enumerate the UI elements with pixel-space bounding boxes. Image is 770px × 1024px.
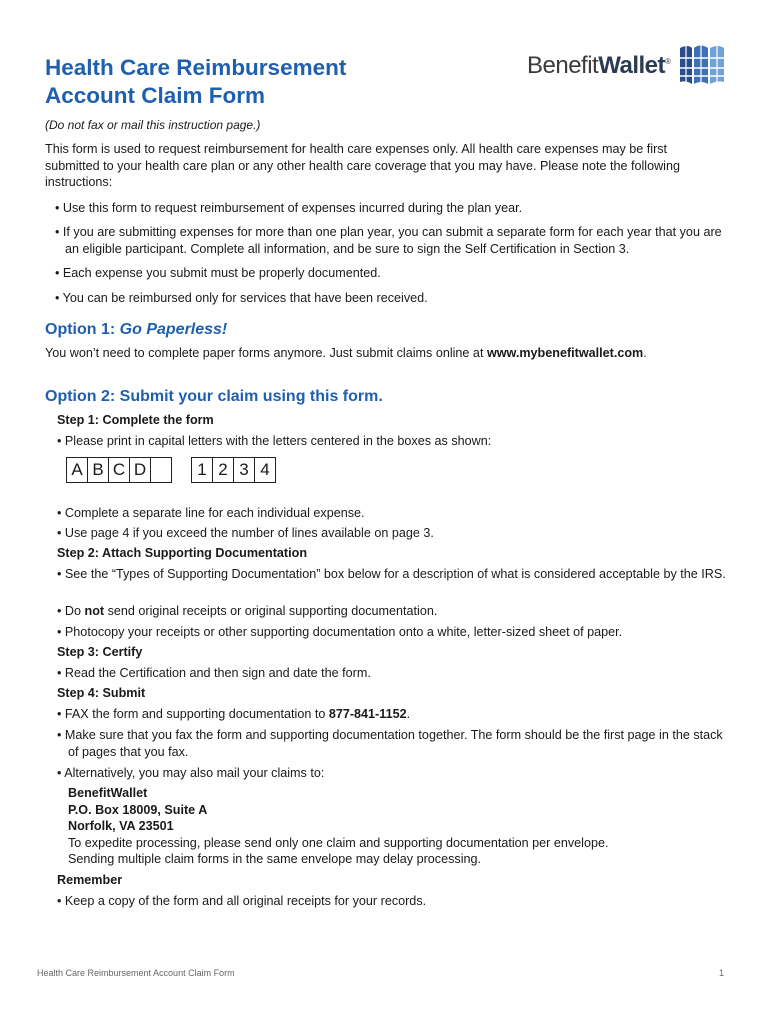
example-letter-box: B bbox=[87, 457, 109, 483]
footer-text: Health Care Reimbursement Account Claim Form bbox=[37, 968, 235, 978]
instruction-item: • Use this form to request reimbursement of expenses incurred during the plan year. bbox=[55, 201, 523, 215]
example-digit-box: 1 bbox=[191, 457, 213, 483]
step2-title: Step 2: Attach Supporting Documentation bbox=[57, 546, 308, 560]
mail-note: Sending multiple claim forms in the same envelope may delay processing. bbox=[68, 852, 481, 866]
benefitwallet-logo bbox=[527, 44, 726, 88]
example-boxes bbox=[67, 457, 276, 483]
step4-bullet: • Make sure that you fax the form and supporting documentation together. The form should be the first page in the stack of pages that you fax. bbox=[57, 728, 723, 759]
title-line-1: Health Care Reimbursement bbox=[45, 55, 347, 80]
example-letter-box: C bbox=[108, 457, 130, 483]
example-empty-box bbox=[150, 457, 172, 483]
step1-title: Step 1: Complete the form bbox=[57, 413, 214, 427]
option1-text: You won’t need to complete paper forms anymore. Just submit claims online at www.mybenefitwallet.com. bbox=[45, 346, 647, 360]
intro-paragraph: This form is used to request reimbursement for health care expenses only. All health care expenses may be first submitted to your health care plan or any other health care coverage that you may have. Please note the following instructions: bbox=[45, 142, 680, 189]
step3-title: Step 3: Certify bbox=[57, 645, 143, 659]
website-link[interactable]: www.mybenefitwallet.com bbox=[486, 346, 644, 360]
address-line: BenefitWallet bbox=[68, 786, 148, 800]
page-title bbox=[45, 54, 346, 110]
instruction-note: (Do not fax or mail this instruction page.) bbox=[45, 118, 261, 132]
example-digit-box: 4 bbox=[254, 457, 276, 483]
example-digit-box: 2 bbox=[212, 457, 234, 483]
address-line: P.O. Box 18009, Suite A bbox=[68, 802, 208, 817]
instruction-item: • Each expense you submit must be properly documented. bbox=[55, 266, 381, 280]
logo-wordmark: BenefitWallet® bbox=[527, 52, 671, 79]
mail-note: To expedite processing, please send only one claim and supporting documentation per envelope. bbox=[68, 835, 609, 850]
example-letter-box: D bbox=[129, 457, 151, 483]
step1-bullet: • Complete a separate line for each individual expense. bbox=[57, 506, 365, 520]
step4-bullet: • FAX the form and supporting documentation to 877-841-1152. bbox=[57, 707, 411, 721]
example-letter-box: A bbox=[66, 457, 88, 483]
instruction-item: • If you are submitting expenses for more than one plan year, you can submit a separate form for each year that you are an eligible participant. Complete all information, and be sure to sign the Self Certification in Section 3. bbox=[55, 225, 722, 256]
step4-title: Step 4: Submit bbox=[57, 686, 146, 700]
step1-bullet: • Please print in capital letters with the letters centered in the boxes as shown: bbox=[57, 434, 492, 448]
remember-bullet: • Keep a copy of the form and all original receipts for your records. bbox=[57, 894, 427, 908]
title-line-2: Account Claim Form bbox=[45, 83, 266, 108]
step2-bullet: • Photocopy your receipts or other supporting documentation onto a white, letter-sized sheet of paper. bbox=[57, 625, 623, 639]
step3-bullet: • Read the Certification and then sign and date the form. bbox=[57, 666, 371, 680]
example-digit-box: 3 bbox=[233, 457, 255, 483]
address-line: Norfolk, VA 23501 bbox=[68, 819, 174, 833]
option1-heading: Option 1: Go Paperless! bbox=[45, 321, 228, 338]
step1-bullet: • Use page 4 if you exceed the number of lines available on page 3. bbox=[57, 526, 434, 540]
step4-bullet: • Alternatively, you may also mail your claims to: bbox=[57, 766, 325, 780]
step2-bullet: • See the “Types of Supporting Documentation” box below for a description of what is considered acceptable by the IRS. bbox=[57, 567, 726, 581]
remember-title: Remember bbox=[57, 873, 123, 887]
instruction-item: • You can be reimbursed only for services that have been received. bbox=[55, 291, 428, 305]
option2-heading: Option 2: Submit your claim using this form. bbox=[45, 388, 383, 405]
mailing-address bbox=[68, 785, 609, 868]
step2-bullet: • Do not send original receipts or original supporting documentation. bbox=[57, 604, 438, 618]
fax-number: 877-841-1152 bbox=[328, 707, 407, 721]
logo-mark-icon bbox=[678, 44, 726, 88]
page-number: 1 bbox=[718, 968, 724, 978]
